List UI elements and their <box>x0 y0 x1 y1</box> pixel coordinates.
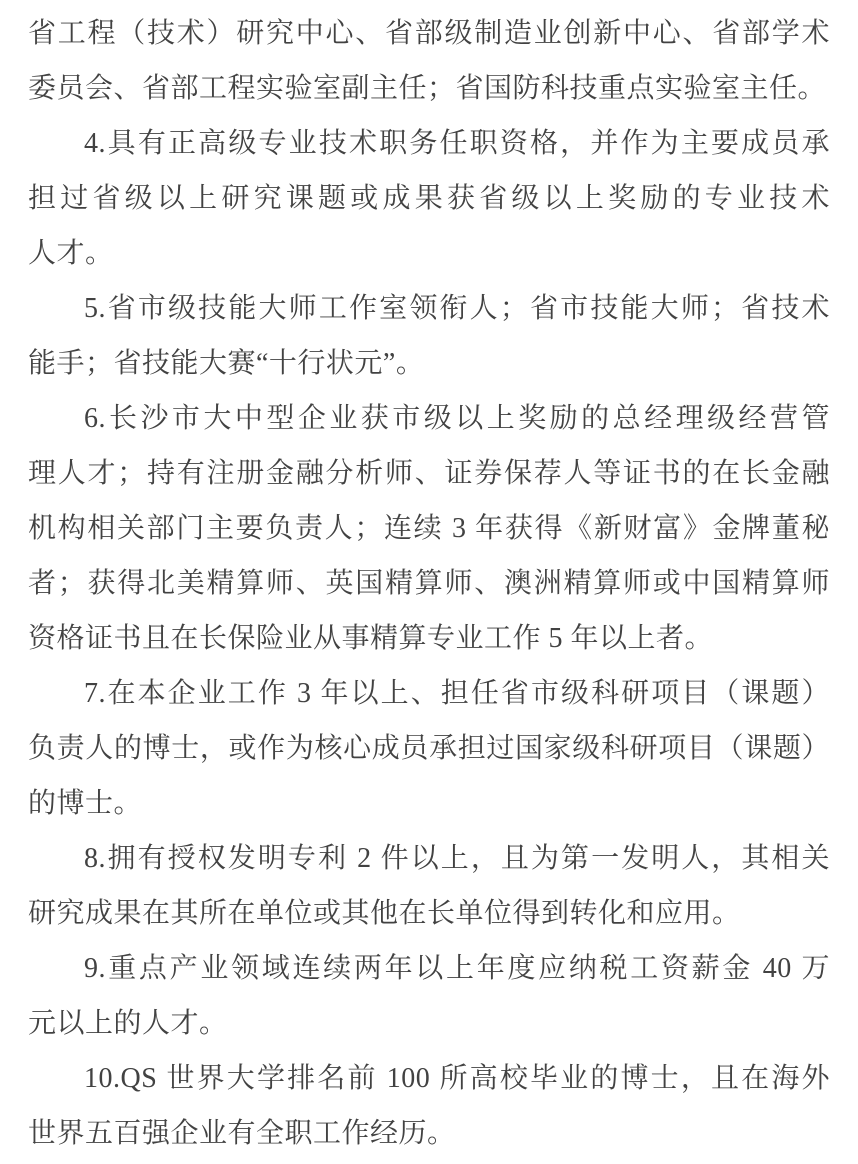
text-line: 6.长沙市大中型企业获市级以上奖励的总经理级经营管 <box>84 403 830 434</box>
text-line: 担过省级以上研究课题或成果获省级以上奖励的专业技术 <box>28 183 830 214</box>
text-line: 机构相关部门主要负责人；连续 3 年获得《新财富》金牌董秘 <box>28 513 830 544</box>
text-line: 5.省市级技能大师工作室领衔人；省市技能大师；省技术 <box>84 293 830 324</box>
text-line: 9.重点产业领域连续两年以上年度应纳税工资薪金 40 万 <box>84 953 830 984</box>
paragraph-item-8 <box>28 831 830 941</box>
paragraph-item-10 <box>28 1051 830 1161</box>
paragraph-item-5 <box>28 281 830 391</box>
text-line: 8.拥有授权发明专利 2 件以上，且为第一发明人，其相关 <box>84 843 830 874</box>
text-line: 委员会、省部工程实验室副主任；省国防科技重点实验室主任。 <box>28 73 827 104</box>
paragraph-item-9 <box>28 941 830 1051</box>
paragraph-item-4 <box>28 116 830 281</box>
text-line: 能手；省技能大赛“十行状元”。 <box>28 348 425 379</box>
text-line: 研究成果在其所在单位或其他在长单位得到转化和应用。 <box>28 898 741 929</box>
text-line: 元以上的人才。 <box>28 1008 228 1039</box>
text-line: 人才。 <box>28 238 114 269</box>
text-line: 4.具有正高级专业技术职务任职资格，并作为主要成员承 <box>84 128 830 159</box>
document-body <box>28 6 830 1161</box>
text-line: 7.在本企业工作 3 年以上、担任省市级科研项目（课题） <box>84 678 830 709</box>
text-line: 世界五百强企业有全职工作经历。 <box>28 1118 456 1149</box>
text-line: 省工程（技术）研究中心、省部级制造业创新中心、省部学术 <box>28 18 830 49</box>
text-line: 者；获得北美精算师、英国精算师、澳洲精算师或中国精算师 <box>28 568 830 599</box>
text-line: 理人才；持有注册金融分析师、证券保荐人等证书的在长金融 <box>28 458 830 489</box>
text-line: 10.QS 世界大学排名前 100 所高校毕业的博士，且在海外 <box>84 1063 830 1094</box>
text-line: 的博士。 <box>28 788 143 819</box>
text-line: 资格证书且在长保险业从事精算专业工作 5 年以上者。 <box>28 623 714 654</box>
paragraph-item-6 <box>28 391 830 666</box>
text-line: 负责人的博士，或作为核心成员承担过国家级科研项目（课题） <box>28 733 830 764</box>
paragraph-item-7 <box>28 666 830 831</box>
paragraph-continuation <box>28 6 830 116</box>
